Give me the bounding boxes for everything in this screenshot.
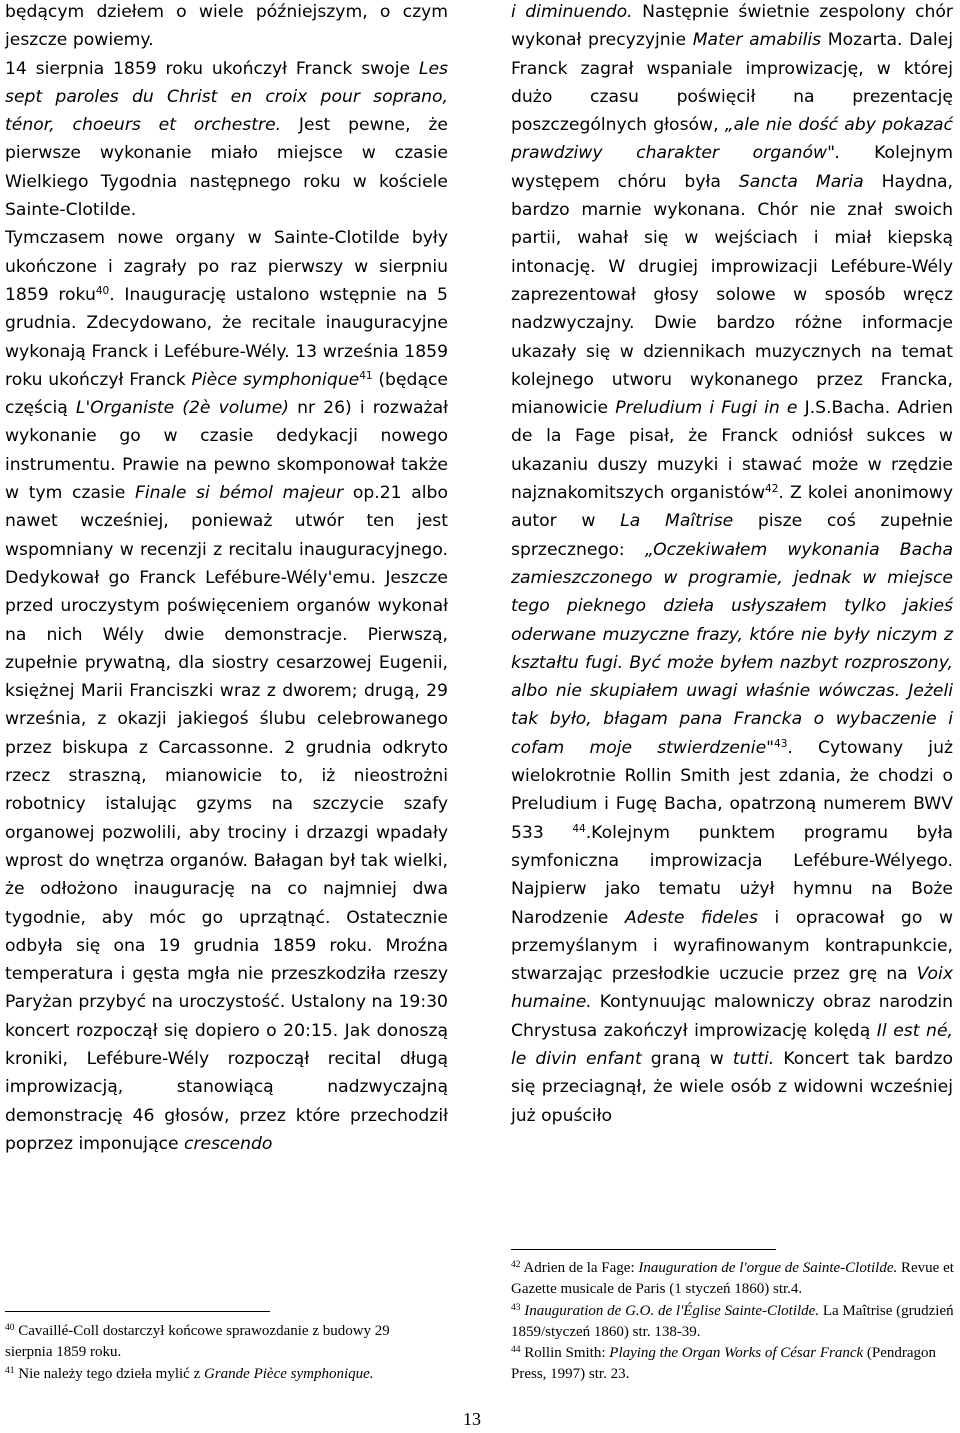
left-column (5, 0, 448, 1158)
text-run: J.S.Bacha. Adrien de la Fage pisał, że Franck odniósł sukces w ukazaniu duszy muzyki i stawać może w rzędzie najznakomitszych organistów (511, 398, 953, 504)
footnote-text: Nie należy tego dzieła mylić z (14, 1365, 204, 1382)
work-title: Finale si bémol majeur (134, 483, 344, 504)
footnote-title: Inauguration de l'orgue de Sainte-Clotilde. (638, 1260, 898, 1276)
text-run: Następnie świetnie zespolony chór wykonał precyzyjnie (511, 2, 954, 51)
text-run: . Inaugurację ustalono wstępnie na 5 grudnia. Zdecydowano, że recitale inauguracyjne wykonają Franck i Lefébure-Wély. 13 września 1859 roku ukończył Franck (5, 284, 448, 390)
text-run: Kontynuując malowniczy obraz narodzin Chrystusa zakończył improwizację kolędą (511, 992, 953, 1041)
footnote-text: La Maîtrise (grudzień 1859/styczeń 1860) str. 138-39. (511, 1302, 954, 1340)
text-run: Jest pewne, że pierwsze wykonanie miało miejsce w czasie Wielkiego Tygodnia następnego roku w kościele Sainte-Clotilde. (5, 115, 448, 221)
italic-term: tutti. (732, 1048, 775, 1069)
italic-term: crescendo (184, 1133, 273, 1154)
footnote-text: Rollin Smith: (520, 1345, 610, 1362)
footnote-ref: 43 (774, 737, 788, 750)
footnote-ref: 44 (572, 822, 586, 835)
footnote-41 (5, 1364, 425, 1385)
text-run: Koncert tak bardzo się przeciagnął, że wiele osób z widowni wcześniej już opuściło (511, 1048, 953, 1126)
work-title: Adeste fideles (624, 907, 758, 928)
text-run: i opracował go w przemyślanym i wyrafinowanym kontrapunkcie, stwarzając przesłodkie uczucie przez grę na (511, 907, 954, 985)
work-title: Il est né, le divin enfant (511, 1020, 953, 1069)
work-title: L'Organiste (2è volume) (75, 398, 289, 419)
footnote-40 (5, 1321, 425, 1364)
text-run: Mozarta. Dalej Franck zagrał wspaniale improwizację, w której dużo czasu poświęcił na prezentację poszczególnych głosów, (511, 30, 953, 136)
footnote-text: (Pendragon Press, 1997) str. 23. (511, 1345, 937, 1383)
footnote-number: 44 (511, 1345, 521, 1356)
footnote-text: Revue et Gazette musicale de Paris (1 styczeń 1860) str.4. (511, 1260, 954, 1298)
quote: „Oczekiwałem wykonania Bacha zamieszczonego w programie, jednak w miejsce tego pieknego dzieła usłyszałem tylko jakieś oderwane muzyczne frazy, które nie były niczym z kształtu fugi. Być może byłem nazbyt rozproszony, albo nie skupiałem uwagi właśnie wówczas. Jeżeli tak było, błagam pana Francka o wybaczenie i cofam moje stwierdzenie" (511, 539, 953, 758)
paragraph (5, 224, 448, 1158)
footnote-text: Cavaillé-Coll dostarczył końcowe sprawozdanie z budowy 29 sierpnia 1859 roku. (5, 1323, 390, 1361)
footnote-text: Adrien de la Fage: (520, 1260, 639, 1276)
text-run: (będące częścią (5, 369, 449, 419)
text-run: nr 26) i rozważał wykonanie go w czasie dedykacji nowego instrumentu. Prawie na pewno skomponował także w tym czasie (5, 398, 448, 504)
paragraph (511, 0, 953, 1130)
footnotes-right (511, 1258, 956, 1386)
text-run: op.21 albo nawet wcześniej, ponieważ utwór ten jest wspomniany w recenzji z recitalu inauguracyjnego. Dedykował go Franck Lefébure-Wély'emu. Jeszcze przed uroczystym poświęceniem organów wykonał na nich Wély dwie demonstracje. Pierwszą, zupełnie prywatną, dla siostry cesarzowej Eugenii, księżnej Marii Franciszki wraz z dworem; drugą, 29 września, z okazji jakiegoś ślubu celebrowanego przez biskupa z Carcassonne. 2 grudnia odkryto rzecz straszną, mianowicie to, iż nieostrożni robotnicy istalując gzyms na szczycie szafy organowej pozwolili, aby trociny i drzazgi wpadały wprost do wnętrza organów. Bałagan był tak wielki, że odłożono inaugurację na co najmniej dwa tygodnie, aby móc go uprzątnąć. Ostatecznie odbyła się ona 19 grudnia 1859 roku. Mroźna temperatura i gęsta mgła nie przeszkodziła rzeszy Paryżan przybyć na uroczystość. Ustalony na 19:30 koncert rozpoczął się dopiero o 20:15. Jak donoszą kroniki, Lefébure-Wély rozpoczął recital długą improwizacją, stanowiącą nadzwyczajną demonstrację 46 głosów, przez które przechodził poprzez imponujące (5, 483, 448, 1154)
page-number: 13 (463, 1409, 481, 1429)
quote: „ale nie dość aby pokazać prawdziwy charakter organów". (511, 115, 953, 164)
footnote-44 (511, 1343, 956, 1386)
text-run: . Z kolei anonimowy autor w (511, 483, 953, 532)
italic-term: Voix humaine. (511, 964, 953, 1013)
footnote-ref: 40 (95, 284, 110, 297)
footnote-number: 43 (511, 1302, 521, 1313)
footnote-title: Playing the Organ Works of César Franck (609, 1345, 864, 1362)
text-run: 14 sierpnia 1859 roku ukończył Franck swoje (5, 58, 419, 79)
text-run: .Kolejnym punktem programu była symfoniczna improwizacja Lefébure-Wélyego. Najpierw jako tematu użył hymnu na Boże Narodzenie (511, 822, 953, 928)
footnote-title: Grande Pièce symphonique. (204, 1365, 374, 1382)
footnote-title: Inauguration de G.O. de l'Église Sainte-Clotilde. (520, 1302, 820, 1319)
footnote-ref: 42 (765, 483, 779, 496)
text-run: Kolejnym występem chóru była (511, 143, 953, 192)
footnote-number: 41 (5, 1365, 15, 1376)
publication-title: La Maîtrise (620, 511, 734, 532)
paragraph-continuation (5, 0, 448, 224)
footnote-number: 42 (511, 1260, 521, 1270)
text-run: graną w (641, 1048, 733, 1069)
footnote-42 (511, 1258, 956, 1301)
text-run: Haydna, bardzo marnie wykonana. Chór nie znał swoich partii, wahał się w wejściach i miał kiepską intonację. W drugiej improwizacji Lefébure-Wély zaprezentował głosy solowe w sposób wręcz nadzwyczajny. Dwie bardzo różne informacje ukazały się w dziennikach muzycznych na temat kolejnego utworu wykonanego przez Francka, mianowicie (511, 171, 953, 419)
work-title: Pièce symphonique (191, 369, 360, 390)
footnote-number: 40 (5, 1323, 15, 1333)
work-title: Mater amabilis (692, 30, 822, 51)
right-column (511, 0, 953, 1130)
work-title: Les sept paroles du Christ en croix pour soprano, ténor, choeurs et orchestre. (5, 58, 448, 136)
text-run: będącym dziełem o wiele późniejszym, o czym jeszcze powiemy. (5, 2, 448, 51)
footnote-ref: 41 (359, 369, 373, 382)
footnote-separator (5, 1311, 270, 1312)
text-run: pisze coś zupełnie sprzecznego: (511, 511, 953, 560)
footnote-separator (511, 1249, 776, 1250)
work-title: Sancta Maria (738, 171, 864, 192)
footnote-43 (511, 1301, 956, 1344)
footnotes-left (5, 1321, 425, 1385)
italic-term: i diminuendo. (511, 2, 633, 22)
work-title: Preludium i Fugi in e (615, 398, 798, 419)
text-run: Tymczasem nowe organy w Sainte-Clotilde były ukończone i zagrały po raz pierwszy w sierpniu 1859 roku (5, 228, 448, 305)
text-run: . Cytowany już wielokrotnie Rollin Smith jest zdania, że chodzi o Preludium i Fugę Bacha, opatrzoną numerem BWV 533 (511, 737, 953, 843)
